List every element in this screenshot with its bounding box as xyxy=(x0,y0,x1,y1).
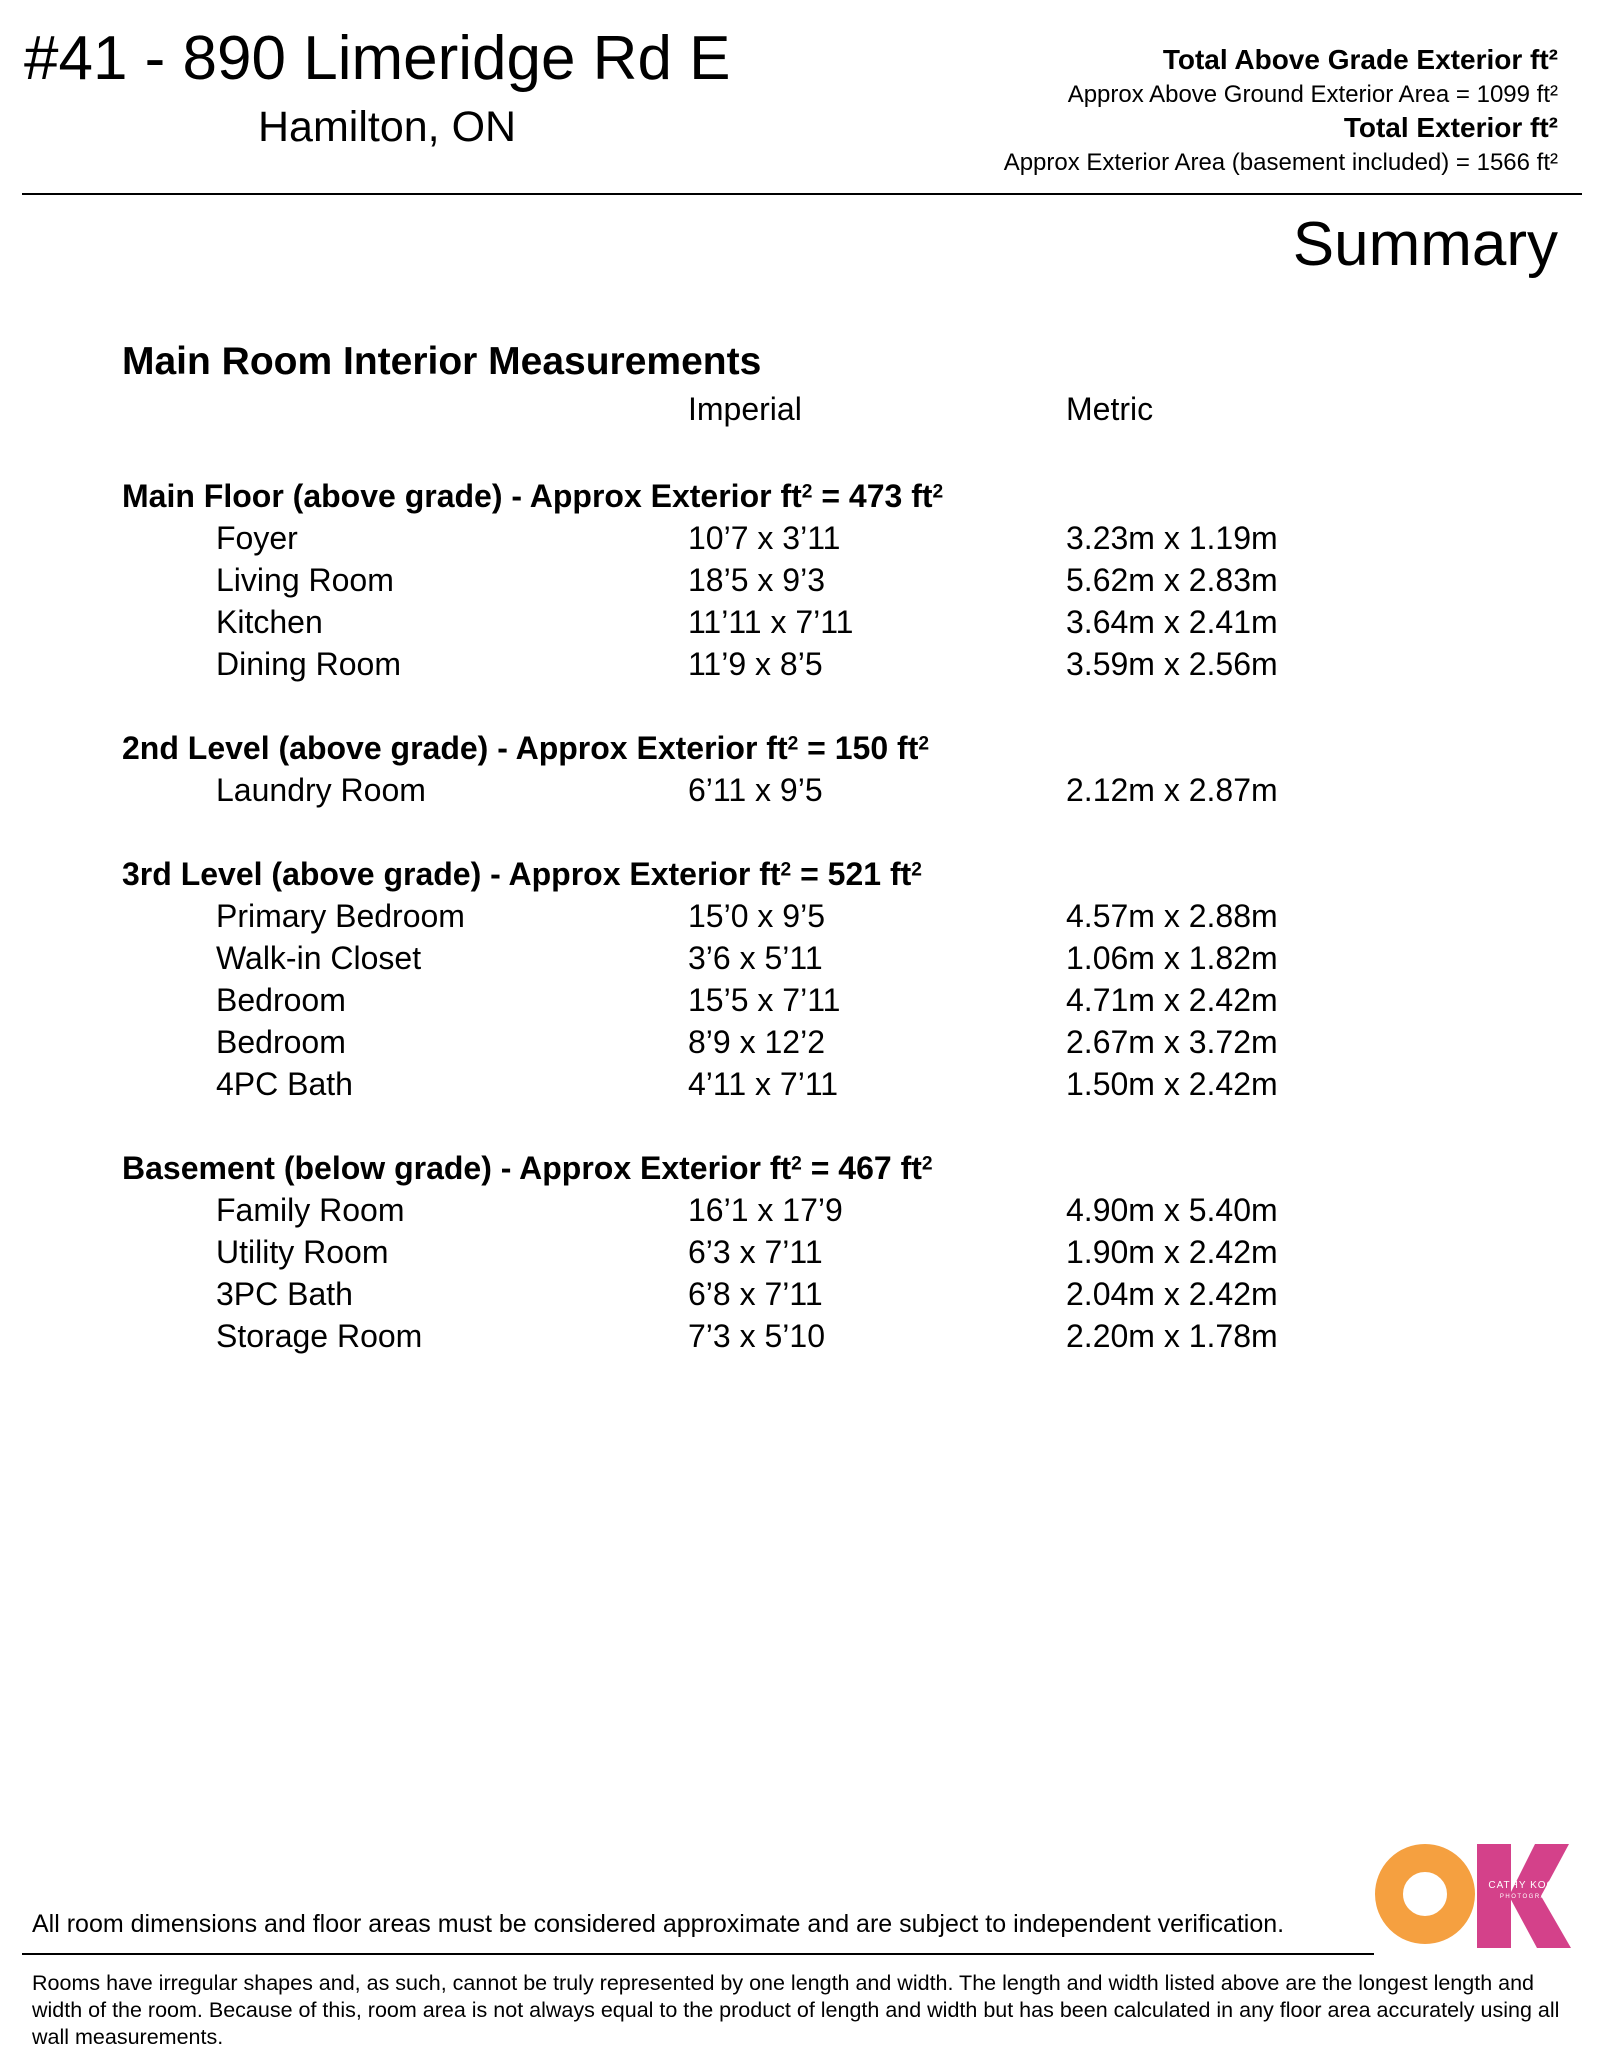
logo-k-lower-leg xyxy=(1509,1896,1571,1948)
room-row xyxy=(0,1189,1600,1231)
room-name: Walk-in Closet xyxy=(216,940,422,976)
footer-divider xyxy=(22,1953,1374,1955)
above-grade-detail: Approx Above Ground Exterior Area = 1099 ft² xyxy=(1067,81,1558,108)
floor-level-section xyxy=(0,727,1600,811)
column-header-imperial: Imperial xyxy=(688,391,802,427)
above-grade-title: Total Above Grade Exterior ft² xyxy=(1162,44,1558,75)
room-name: Kitchen xyxy=(216,604,323,640)
room-name: Utility Room xyxy=(216,1234,389,1270)
floor-level-title: 2nd Level (above grade) - Approx Exterior $ft^2 = 150$ $ft^2$ xyxy=(122,730,930,766)
room-row xyxy=(0,601,1600,643)
logo-o-ring xyxy=(1389,1858,1461,1930)
room-name: Dining Room xyxy=(216,646,401,682)
footer-note: Rooms have irregular shapes and, as such, cannot be truly represented by one length and width. The length and width listed above are the longest length and width of the room. Because of this, room area is not always equal to the product of length and width but has been calculated in any floor area accurately using all wall measurements. xyxy=(32,1971,1560,2049)
floor-level-title: 3rd Level (above grade) - Approx Exterior $ft^2 = 521$ $ft^2$ xyxy=(122,856,922,892)
room-metric-dimensions: 2.20m x 1.78m xyxy=(1066,1318,1278,1354)
room-metric-dimensions: 4.90m x 5.40m xyxy=(1066,1192,1278,1228)
room-name: 4PC Bath xyxy=(216,1066,353,1102)
room-metric-dimensions: 3.59m x 2.56m xyxy=(1066,646,1278,682)
room-row xyxy=(0,937,1600,979)
property-city: Hamilton, ON xyxy=(258,103,517,151)
floor-level-section xyxy=(0,853,1600,1105)
measurements-table xyxy=(0,475,1600,1399)
room-metric-dimensions: 5.62m x 2.83m xyxy=(1066,562,1278,598)
room-metric-dimensions: 4.57m x 2.88m xyxy=(1066,898,1278,934)
floor-level-title: Basement (below grade) - Approx Exterior $ft^2 = 467$ $ft^2$ xyxy=(122,1150,933,1186)
room-row xyxy=(0,643,1600,685)
room-imperial-dimensions: 15’5 x 7’11 xyxy=(688,982,841,1018)
floor-level-section xyxy=(0,475,1600,685)
room-name: Storage Room xyxy=(216,1318,423,1354)
room-imperial-dimensions: 10’7 x 3’11 xyxy=(688,520,841,556)
property-address: #41 - 890 Limeridge Rd E xyxy=(24,24,731,93)
room-row xyxy=(0,979,1600,1021)
room-metric-dimensions: 4.71m x 2.42m xyxy=(1066,982,1278,1018)
room-row xyxy=(0,559,1600,601)
room-metric-dimensions: 1.50m x 2.42m xyxy=(1066,1066,1278,1102)
section-heading: Main Room Interior Measurements xyxy=(122,340,762,383)
room-metric-dimensions: 1.06m x 1.82m xyxy=(1066,940,1278,976)
room-row xyxy=(0,769,1600,811)
room-name: 3PC Bath xyxy=(216,1276,353,1312)
room-imperial-dimensions: 6’8 x 7’11 xyxy=(688,1276,823,1312)
column-header-metric: Metric xyxy=(1066,391,1154,427)
room-row xyxy=(0,1063,1600,1105)
cathy-koop-logo xyxy=(1373,1842,1571,1952)
room-name: Family Room xyxy=(216,1192,405,1228)
room-imperial-dimensions: 7’3 x 5’10 xyxy=(688,1318,825,1354)
room-imperial-dimensions: 8’9 x 12’2 xyxy=(688,1024,825,1060)
room-imperial-dimensions: 11’9 x 8’5 xyxy=(688,646,823,682)
room-name: Bedroom xyxy=(216,1024,346,1060)
room-row xyxy=(0,1021,1600,1063)
page-title: Summary xyxy=(1292,210,1558,279)
logo-brand-line2: PHOTOGRAPHY xyxy=(1499,1894,1563,1900)
room-name: Laundry Room xyxy=(216,772,426,808)
total-exterior-title: Total Exterior ft² xyxy=(1343,112,1558,143)
disclaimer-text: All room dimensions and floor areas must be considered approximate and are subject to independent verification. xyxy=(32,1910,1285,1938)
room-imperial-dimensions: 6’3 x 7’11 xyxy=(688,1234,823,1270)
room-metric-dimensions: 3.64m x 2.41m xyxy=(1066,604,1278,640)
room-name: Bedroom xyxy=(216,982,346,1018)
total-exterior-detail: Approx Exterior Area (basement included) = 1566 ft² xyxy=(1003,149,1558,176)
room-imperial-dimensions: 11’11 x 7’11 xyxy=(688,604,854,640)
logo-brand-line1: CATHY KOOP xyxy=(1488,1880,1563,1891)
room-row xyxy=(0,1315,1600,1357)
room-row xyxy=(0,1231,1600,1273)
room-metric-dimensions: 2.04m x 2.42m xyxy=(1066,1276,1278,1312)
room-metric-dimensions: 2.67m x 3.72m xyxy=(1066,1024,1278,1060)
room-name: Primary Bedroom xyxy=(216,898,465,934)
floor-level-title: Main Floor (above grade) - Approx Exterior $ft^2 = 473$ $ft^2$ xyxy=(122,478,944,514)
room-row xyxy=(0,1273,1600,1315)
room-row xyxy=(0,895,1600,937)
room-metric-dimensions: 2.12m x 2.87m xyxy=(1066,772,1278,808)
logo-letter-o xyxy=(1389,1858,1461,1930)
header-divider xyxy=(22,193,1582,195)
room-imperial-dimensions: 3’6 x 5’11 xyxy=(688,940,823,976)
room-metric-dimensions: 3.23m x 1.19m xyxy=(1066,520,1278,556)
room-imperial-dimensions: 16’1 x 17’9 xyxy=(688,1192,843,1228)
room-row xyxy=(0,517,1600,559)
room-name: Foyer xyxy=(216,520,298,556)
room-imperial-dimensions: 18’5 x 9’3 xyxy=(688,562,825,598)
room-metric-dimensions: 1.90m x 2.42m xyxy=(1066,1234,1278,1270)
room-imperial-dimensions: 15’0 x 9’5 xyxy=(688,898,825,934)
room-name: Living Room xyxy=(216,562,394,598)
room-imperial-dimensions: 4’11 x 7’11 xyxy=(688,1066,839,1102)
room-imperial-dimensions: 6’11 x 9’5 xyxy=(688,772,823,808)
floor-level-section xyxy=(0,1147,1600,1357)
